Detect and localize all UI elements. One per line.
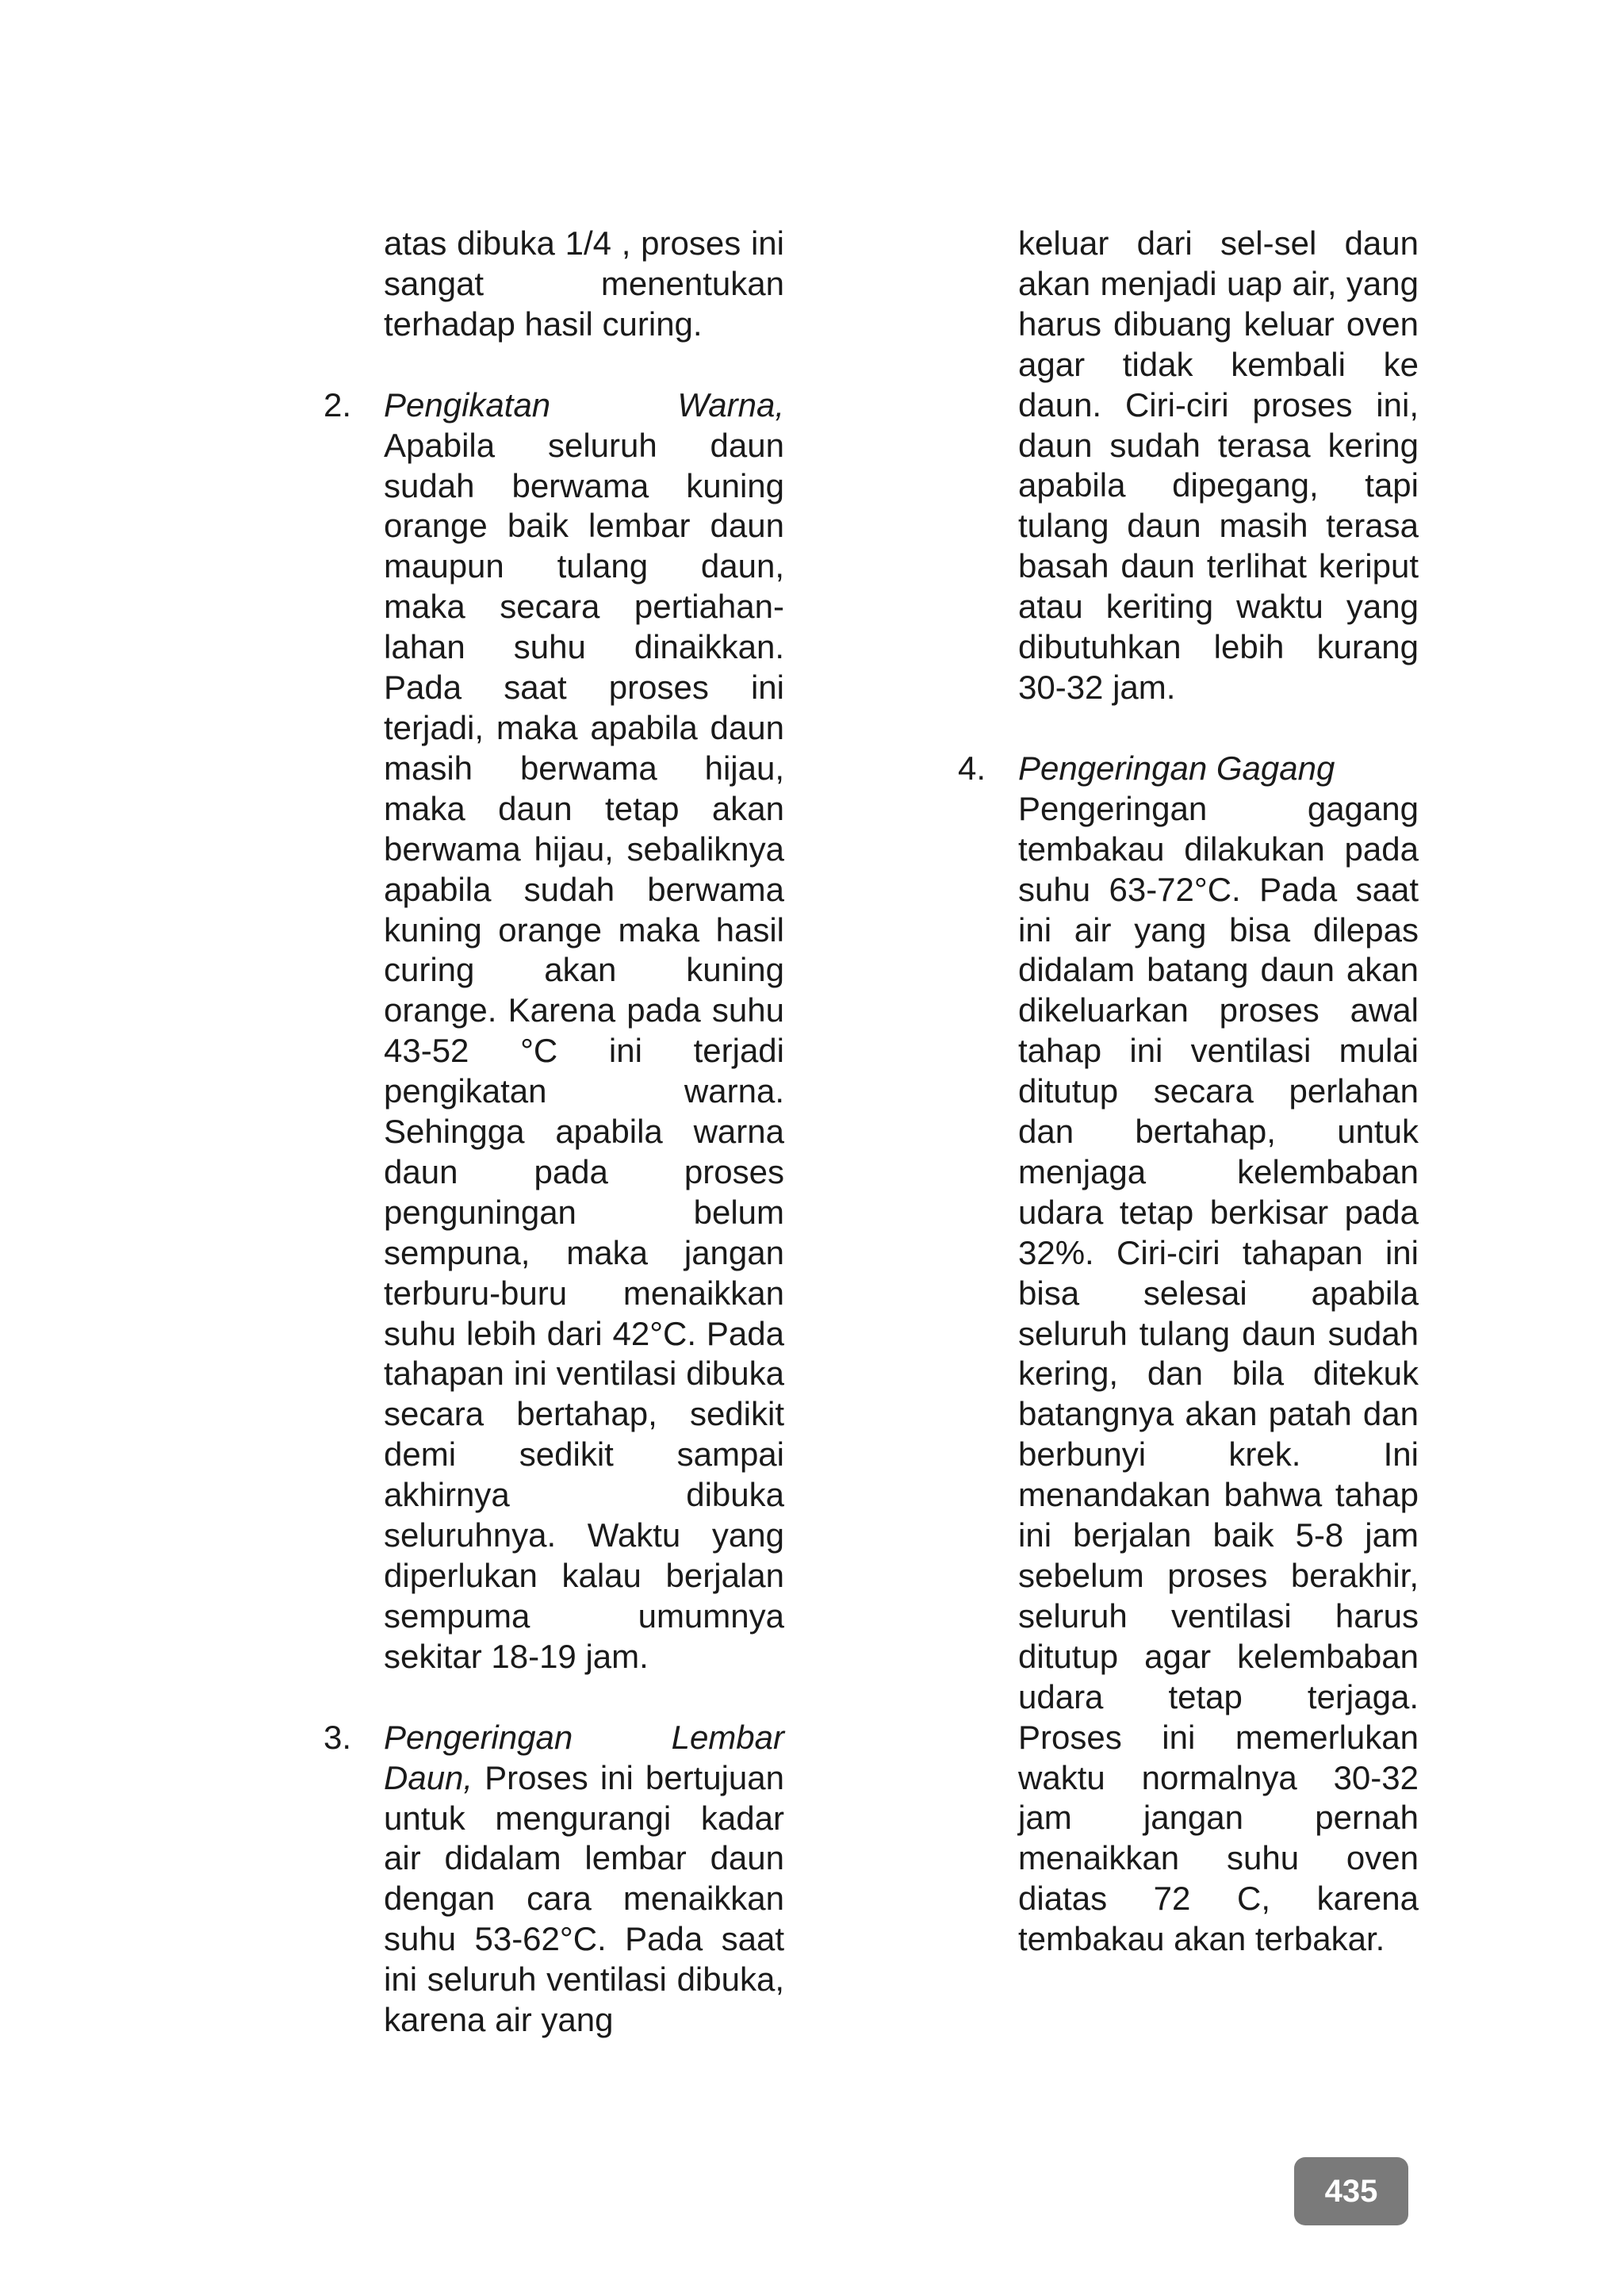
list-item-body: Proses ini bertujuan untuk mengurangi kadar air didalam lembar daun dengan cara menaikkan suhu 53-62°C. Pada saat ini seluruh ventilasi dibuka, karena air yang [384,1758,784,2039]
page-number-badge [1294,2157,1408,2225]
list-item-4 [958,749,1419,1960]
list-item-heading: Pengeringan Gagang [1018,749,1335,787]
list-item-2 [324,385,784,1677]
list-item-number: 3. [324,1718,352,1756]
right-continuation-paragraph: keluar dari sel-sel daun akan menjadi uap air, yang harus dibuang keluar oven agar tidak kembali ke daun. Ciri-ciri proses ini, daun sudah terasa kering apabila dipegang, tapi tulang daun masih terasa basah daun terlihat keriput atau keriting waktu yang dibutuhkan lebih kurang 30-32 jam. [1018,224,1419,706]
list-item-heading: Pengikatan Warna, [384,385,784,424]
right-column [958,224,1418,1960]
list-item-number: 2. [324,385,352,424]
list-item-number: 4. [958,749,986,787]
left-intro-paragraph: atas dibuka 1/4 , proses ini sangat menentukan terhadap hasil curing. [384,224,784,343]
list-item-3 [324,1718,784,2041]
left-column [324,224,783,2041]
list-item-heading: Pengeringan Lembar Daun, [384,1718,784,1796]
list-item-body: Pengeringan gagang tembakau dilakukan pada suhu 63-72°C. Pada saat ini air yang bisa dilepas didalam batang daun akan dikeluarkan proses awal tahap ini ventilasi mulai ditutup secara perlahan dan bertahap, untuk menjaga kelembaban udara tetap berkisar pada 32%. Ciri-ciri tahapan ini bisa selesai apabila seluruh tulang daun sudah kering, dan bila ditekuk batangnya akan patah dan berbunyi krek. Ini menandakan bahwa tahap ini berjalan baik 5-8 jam sebelum proses berakhir, seluruh ventilasi harus ditutup agar kelembaban udara tetap terjaga. Proses ini memerlukan waktu normalnya 30-32 jam jangan pernah menaikkan suhu oven diatas 72 C, karena tembakau akan terbakar. [1018,789,1419,1958]
page-number: 435 [1324,2173,1378,2209]
list-item-body: Apabila seluruh daun sudah berwama kuning orange baik lembar daun maupun tulang daun, maka secara pertiahan-lahan suhu dinaikkan. Pada saat proses ini terjadi, maka apabila daun masih berwama hijau, maka daun tetap akan berwama hijau, sebaliknya apabila sudah berwama kuning orange maka hasil curing akan kuning orange. Karena pada suhu 43-52 °C ini terjadi pengikatan warna. Sehingga apabila warna daun pada proses penguningan belum sempuna, maka jangan terburu-buru menaikkan suhu lebih dari 42°C. Pada tahapan ini ventilasi dibuka secara bertahap, sedikit demi sedikit sampai akhirnya dibuka seluruhnya. Waktu yang diperlukan kalau berjalan sempuma umumnya sekitar 18-19 jam. [384,426,784,1675]
